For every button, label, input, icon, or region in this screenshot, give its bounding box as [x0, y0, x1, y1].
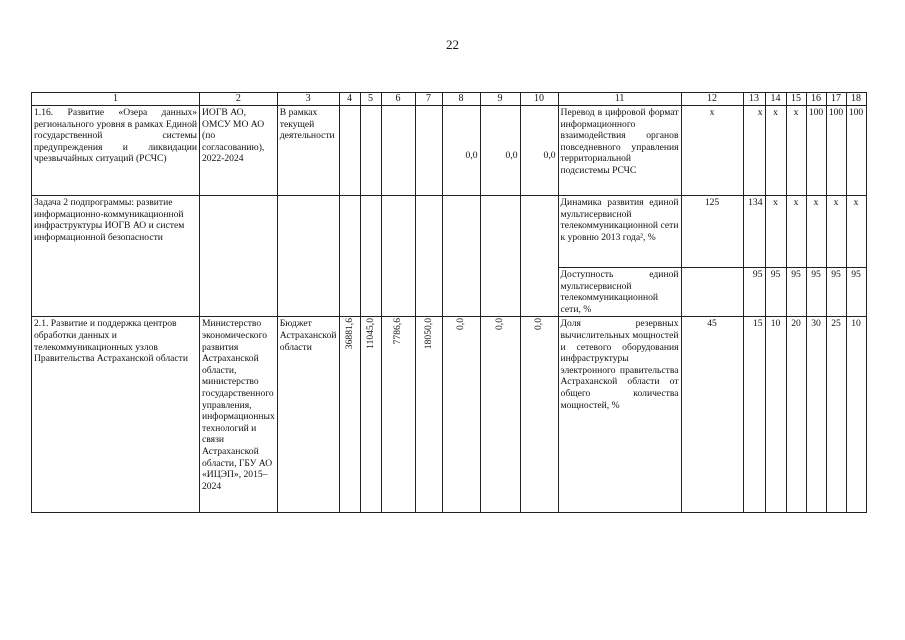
empty-cell [339, 106, 360, 196]
empty-cell [442, 196, 480, 317]
indicator-value: х [786, 196, 806, 268]
indicator-value: х [786, 106, 806, 196]
indicator-value: 30 [806, 317, 826, 513]
empty-cell [277, 196, 339, 317]
funding-source: Бюджет Астраханской области [277, 317, 339, 513]
indicator-value: 10 [765, 317, 786, 513]
indicator-value: 95 [786, 268, 806, 317]
empty-cell [339, 196, 360, 317]
amount-cell: 0,0 [480, 317, 520, 513]
empty-cell [381, 106, 415, 196]
indicator-value: х [846, 196, 866, 268]
header-cell: 13 [743, 93, 765, 106]
header-cell: 3 [277, 93, 339, 106]
indicator-value: 25 [826, 317, 846, 513]
amount-cell: 36881,6 [339, 317, 360, 513]
header-cell: 17 [826, 93, 846, 106]
empty-cell [480, 196, 520, 317]
header-cell: 14 [765, 93, 786, 106]
amount-cell: 7786,6 [381, 317, 415, 513]
header-cell: 8 [442, 93, 480, 106]
indicator-value: 95 [765, 268, 786, 317]
empty-cell [200, 196, 278, 317]
indicator-value: х [681, 106, 743, 196]
header-cell: 12 [681, 93, 743, 106]
header-cell: 2 [200, 93, 278, 106]
indicator-value: х [806, 196, 826, 268]
indicator-value: 95 [826, 268, 846, 317]
amount-cell: 0,0 [442, 317, 480, 513]
header-cell: 9 [480, 93, 520, 106]
indicator-value: 95 [846, 268, 866, 317]
amount-cell: 0,0 [442, 106, 480, 196]
empty-cell [415, 106, 442, 196]
indicator-value: 10 [846, 317, 866, 513]
header-cell: 18 [846, 93, 866, 106]
measure-name: 2.1. Развитие и поддержка центров обработки данных и телекоммуникационных узлов Правительства Астраханской области [32, 317, 200, 513]
indicator-name: Перевод в цифровой формат информационного взаимодействия органов повседневного управления территориальной подсистемы РСЧС [558, 106, 681, 196]
empty-cell [360, 196, 381, 317]
header-cell: 15 [786, 93, 806, 106]
indicator-value: 100 [806, 106, 826, 196]
indicator-value: 45 [681, 317, 743, 513]
header-cell: 4 [339, 93, 360, 106]
header-cell: 16 [806, 93, 826, 106]
empty-cell [681, 268, 743, 317]
header-cell: 5 [360, 93, 381, 106]
indicator-value: 125 [681, 196, 743, 268]
indicator-value: 95 [743, 268, 765, 317]
table-row [32, 317, 867, 513]
amount-cell: 0,0 [520, 106, 558, 196]
program-table [31, 92, 867, 513]
empty-cell [415, 196, 442, 317]
header-cell: 7 [415, 93, 442, 106]
indicator-value: 95 [806, 268, 826, 317]
header-cell: 1 [32, 93, 200, 106]
empty-cell [360, 106, 381, 196]
measure-name: 1.16. Развитие «Озера данных» регионального уровня в рамках Единой государственной системы предупреждения и ликвидации чрезвычайных ситуаций (РСЧС) [32, 106, 200, 196]
amount-cell: 0,0 [520, 317, 558, 513]
indicator-value: 100 [846, 106, 866, 196]
indicator-value: 20 [786, 317, 806, 513]
table-row [32, 196, 867, 268]
indicator-value: 134 [743, 196, 765, 268]
indicator-value: х [765, 106, 786, 196]
amount-cell: 11045,0 [360, 317, 381, 513]
executor: ИОГВ АО, ОМСУ МО АО (по согласованию), 2022-2024 [200, 106, 278, 196]
header-cell: 10 [520, 93, 558, 106]
indicator-name: Доля резервных вычислительных мощностей и сетевого оборудования инфраструктуры электронного правительства Астраханской области от общего количества мощностей, % [558, 317, 681, 513]
funding-source: В рамках текущей деятельности [277, 106, 339, 196]
empty-cell [520, 196, 558, 317]
header-cell: 6 [381, 93, 415, 106]
indicator-value: х [765, 196, 786, 268]
amount-cell: 18050,0 [415, 317, 442, 513]
empty-cell [381, 196, 415, 317]
indicator-name: Доступность единой мультисервисной телекоммуникационной сети, % [558, 268, 681, 317]
page-number: 22 [446, 37, 459, 52]
indicator-name: Динамика развития единой мультисервисной телекоммуникационной сети к уровню 2013 года², % [558, 196, 681, 268]
indicator-value: х [743, 106, 765, 196]
indicator-value: х [826, 196, 846, 268]
indicator-value: 100 [826, 106, 846, 196]
task-name: Задача 2 подпрограммы: развитие информационно-коммуникационной инфраструктуры ИОГВ АО и систем информационной безопасности [32, 196, 200, 317]
executor: Министерство экономического развития Астраханской области, министерство государственного управления, информационных технологий и связи Астраханской области, ГБУ АО «ИЦЭП», 2015–2024 [200, 317, 278, 513]
indicator-value: 15 [743, 317, 765, 513]
amount-cell: 0,0 [480, 106, 520, 196]
header-cell: 11 [558, 93, 681, 106]
table-row [32, 106, 867, 196]
header-row [32, 93, 867, 106]
